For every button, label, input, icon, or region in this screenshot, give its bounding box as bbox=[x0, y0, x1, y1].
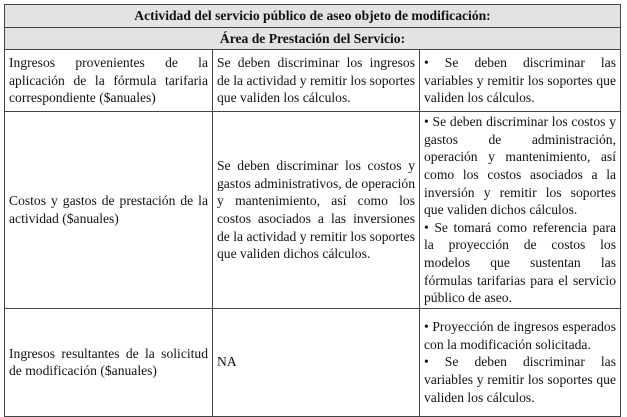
table-row bbox=[5, 50, 621, 112]
table-row bbox=[5, 308, 621, 416]
note-bullet: • Se deben discriminar los costos y gastos de administración, operación y mantenimiento, así como los costos asociados a la inversión y remitir los soportes que validen dichos cálculos. bbox=[424, 114, 616, 218]
table-subtitle-row bbox=[5, 27, 621, 50]
note-bullet: • Proyección de ingresos esperados con la modificación solicitada. bbox=[424, 319, 616, 352]
row-concept: Ingresos resultantes de la solicitud de modificación ($anuales) bbox=[5, 308, 213, 416]
table-title: Actividad del servicio público de aseo objeto de modificación: bbox=[5, 5, 621, 28]
row-requirement: NA bbox=[213, 308, 420, 416]
note-bullet: • Se tomará como referencia para la proyección de costos los modelos que sustentan las fórmulas tarifarias para el servicio público de aseo. bbox=[424, 219, 616, 306]
row-concept: Ingresos provenientes de la aplicación de la fórmula tarifaria correspondiente ($anuales) bbox=[5, 50, 213, 112]
row-concept: Costos y gastos de prestación de la actividad ($anuales) bbox=[5, 112, 213, 309]
row-requirement: Se deben discriminar los ingresos de la actividad y remitir los soportes que validen los cálculos. bbox=[213, 50, 420, 112]
row-requirement: Se deben discriminar los costos y gastos administrativos, de operación y mantenimiento, así como los costos asociados a las inversiones de la actividad y remitir los soportes que validen dichos cálculos. bbox=[213, 112, 420, 309]
table-title-row bbox=[5, 5, 621, 28]
row-notes bbox=[420, 112, 621, 309]
note-bullet: • Se deben discriminar las variables y remitir los soportes que validen los cálculos. bbox=[424, 55, 616, 106]
modification-table bbox=[4, 4, 621, 417]
table-row bbox=[5, 112, 621, 309]
row-notes bbox=[420, 50, 621, 112]
note-bullet: • Se deben discriminar las variables y remitir los soportes que validen los cálculos. bbox=[424, 354, 616, 405]
row-notes bbox=[420, 308, 621, 416]
table-subtitle: Área de Prestación del Servicio: bbox=[5, 27, 621, 50]
